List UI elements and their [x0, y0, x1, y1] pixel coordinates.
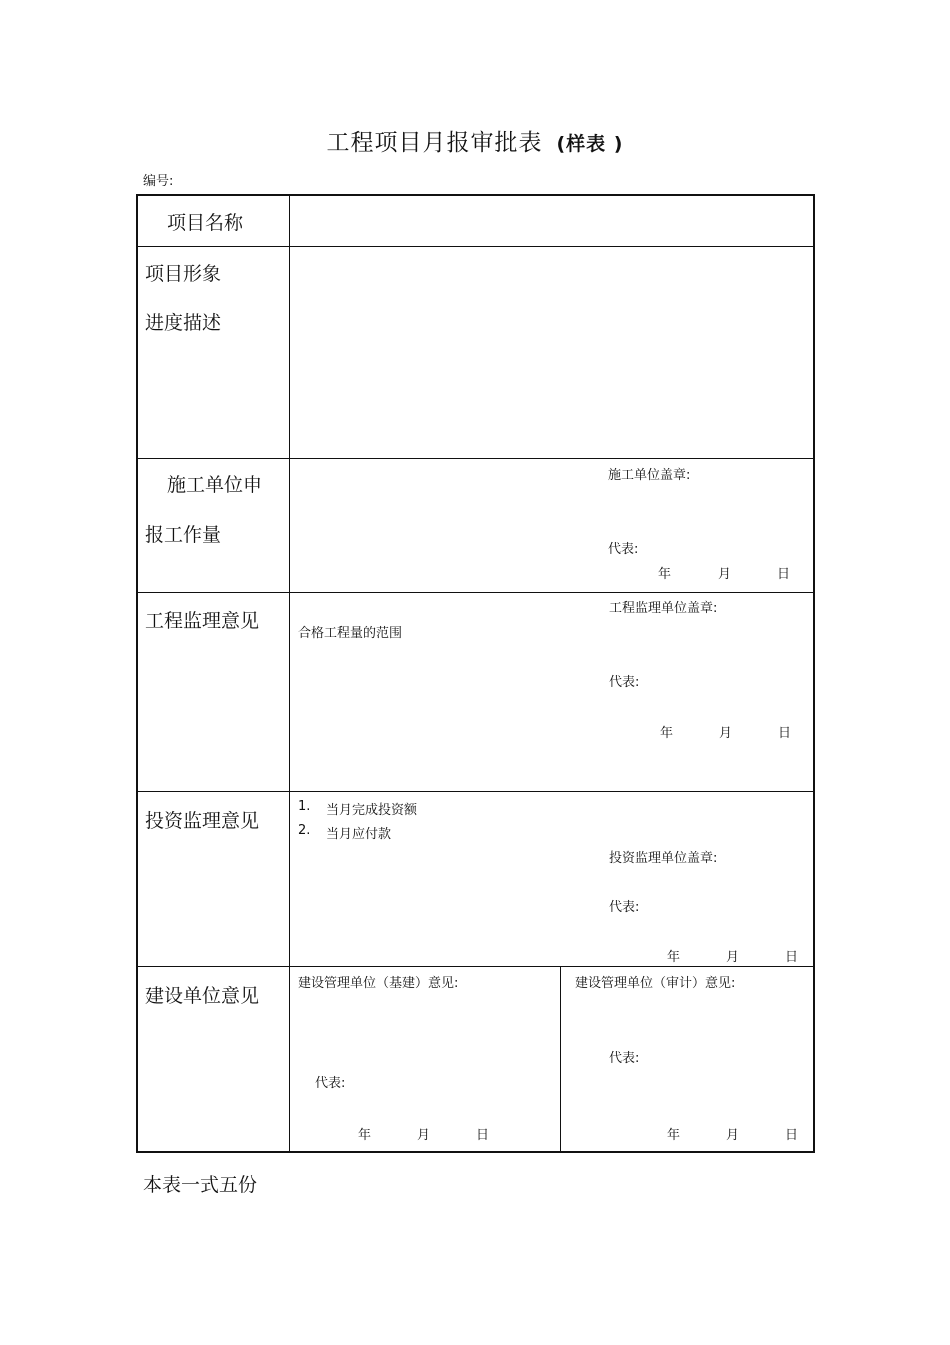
owner-label: 建设单位意见: [145, 985, 260, 1007]
day-label: 日: [778, 726, 792, 741]
investment-item1: 当月完成投资额: [326, 803, 418, 818]
investment-rep-label: 代表:: [609, 900, 640, 915]
day-label: 日: [777, 567, 791, 582]
contractor-seal-label: 施工单位盖章:: [608, 468, 691, 483]
year-label: 年: [667, 1128, 681, 1143]
project-name-label: 项目名称: [167, 212, 244, 234]
form-title: [0, 124, 950, 157]
investment-label: 投资监理意见: [145, 810, 260, 832]
owner-infrastructure-rep-label: 代表:: [315, 1076, 346, 1091]
title-sample: (样表 ): [556, 133, 624, 155]
row-divider: [138, 592, 815, 593]
year-label: 年: [667, 950, 681, 965]
contractor-label-line1: 施工单位申: [167, 474, 263, 496]
day-label: 日: [785, 950, 799, 965]
supervision-rep-label: 代表:: [609, 675, 640, 690]
investment-item2: 当月应付款: [326, 827, 392, 842]
owner-column-divider: [560, 966, 561, 1153]
month-label: 月: [726, 950, 740, 965]
investment-item1-number: 1.: [298, 799, 311, 814]
progress-label-line1: 项目形象: [145, 263, 222, 285]
supervision-label: 工程监理意见: [145, 610, 260, 632]
day-label: 日: [476, 1128, 490, 1143]
year-label: 年: [658, 567, 672, 582]
progress-label-line2: 进度描述: [145, 312, 222, 334]
column-divider: [289, 196, 290, 1153]
month-label: 月: [726, 1128, 740, 1143]
supervision-seal-label: 工程监理单位盖章:: [609, 601, 718, 616]
contractor-label-line2: 报工作量: [145, 524, 222, 546]
contractor-rep-label: 代表:: [608, 542, 639, 557]
owner-infrastructure-opinion-title: 建设管理单位（基建）意见:: [298, 976, 459, 991]
row-divider: [138, 966, 815, 967]
footer-note: 本表一式五份: [143, 1174, 258, 1196]
row-divider: [138, 246, 815, 247]
month-label: 月: [719, 726, 733, 741]
year-label: 年: [358, 1128, 372, 1143]
owner-audit-opinion-title: 建设管理单位（审计）意见:: [575, 976, 736, 991]
day-label: 日: [785, 1128, 799, 1143]
supervision-content: 合格工程量的范围: [298, 626, 403, 641]
month-label: 月: [417, 1128, 431, 1143]
title-main: 工程项目月报审批表: [326, 130, 543, 156]
owner-audit-rep-label: 代表:: [609, 1051, 640, 1066]
doc-number-label: 编号:: [143, 174, 174, 189]
year-label: 年: [660, 726, 674, 741]
month-label: 月: [718, 567, 732, 582]
investment-item2-number: 2.: [298, 823, 311, 838]
approval-form-table: [136, 194, 815, 1153]
investment-seal-label: 投资监理单位盖章:: [609, 851, 718, 866]
row-divider: [138, 791, 815, 792]
row-divider: [138, 458, 815, 459]
